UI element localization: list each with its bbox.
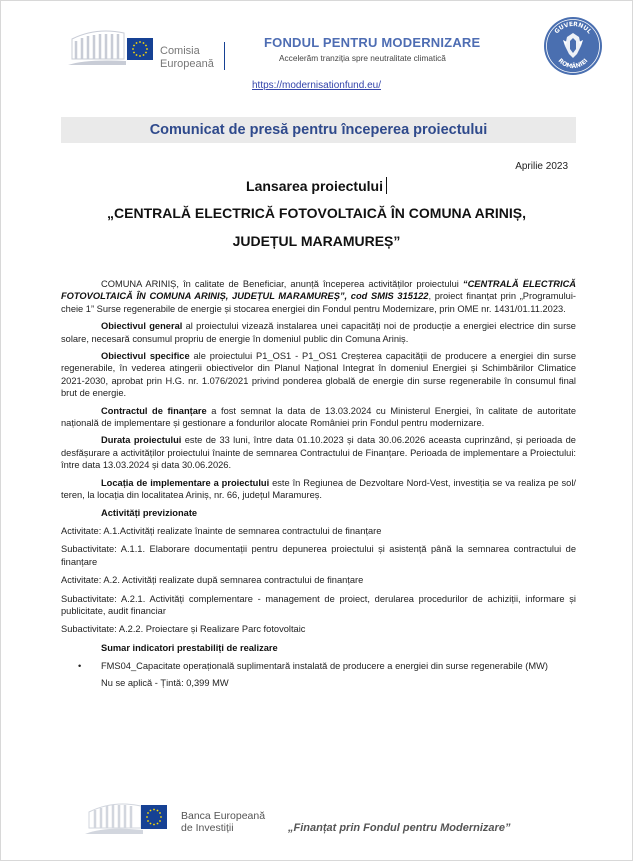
title-line3: JUDEȚUL MARAMUREȘ” <box>232 233 401 249</box>
specific-objective-text: ale proiectului P1_OS1 - P1_OS1 Creșterea capacității de producere a energiei din surse regenerabile, în vederea atingerii obiectivelor din Planul Național Integrat în domeniul Energiei și Schimbărilor Climatice 2021-2030, aprobat prin H.G. nr. 1.076/2021 privind ponderea globală de energie din surse regenerabile în consumul final brut de energie. <box>61 351 576 399</box>
title-line1-text: Lansarea proiectului <box>246 178 383 194</box>
ec-divider <box>224 42 225 70</box>
fund-website-link[interactable]: https://modernisationfund.eu/ <box>252 80 381 91</box>
indicator-value: Nu se aplică - Țintă: 0,399 MW <box>101 677 229 688</box>
banner-title: Comunicat de presă pentru începerea proiectului <box>149 122 488 138</box>
paragraph-intro <box>61 278 576 315</box>
activity-a1: Activitate: A.1.Activități realizate înainte de semnarea contractului de finanțare <box>61 525 382 536</box>
paragraph-general-objective <box>61 320 576 345</box>
intro-text: COMUNA ARINIȘ, în calitate de Beneficiar, anunță începerea activităților proiectului <box>101 279 463 289</box>
paragraph-specific-objective <box>61 350 576 400</box>
general-objective-label: Obiectivul general <box>101 321 183 332</box>
project-name-inline: “CENTRALĂ ELECTRICĂ FOTOVOLTAICĂ ÎN COMUNA ARINIȘ, JUDEȚUL MARAMUREȘ”, cod SMIS 315122 <box>61 279 576 302</box>
government-seal-icon <box>543 16 603 76</box>
eib-name <box>181 810 265 834</box>
activities-heading: Activități previzionate <box>101 507 198 518</box>
eib-name-line1: Banca Europeană <box>181 810 266 822</box>
text-cursor <box>386 177 387 194</box>
document-body <box>61 278 576 689</box>
subactivity-a2-2: Subactivitate: A.2.2. Proiectare și Realizare Parc fotovoltaic <box>61 624 306 635</box>
location-label: Locația de implementare a proiectului <box>101 477 270 488</box>
specific-objective-label: Obiectivul specifice <box>101 351 190 362</box>
press-release-banner <box>61 117 576 143</box>
ec-building-logo-icon <box>66 25 128 69</box>
fund-title: FONDUL PENTRU MODERNIZARE <box>264 35 481 50</box>
duration-label: Durata proiectului <box>101 435 182 446</box>
ec-name-line2: Europeană <box>160 58 214 70</box>
general-objective-text: al proiectului vizează instalarea unei capacități noi de producție a energiei electrice din surse solare, necesară consumul propriu de energie în domeniul public din Comuna Ariniș. <box>61 321 576 344</box>
eib-name-line2: de Investiții <box>181 822 234 834</box>
seal-text-top: GUVERNUL <box>553 20 593 36</box>
seal-text-bottom: ROMÂNIEI <box>556 57 590 71</box>
release-date: Aprilie 2023 <box>515 161 568 172</box>
contract-label: Contractul de finanțare <box>101 405 207 416</box>
ec-name <box>160 45 214 71</box>
eu-flag-icon <box>127 38 153 60</box>
ec-name-line1: Comisia <box>160 45 200 57</box>
location-text: este în Regiunea de Dezvoltare Nord-Vest, investiția se va realiza pe sol/ teren, la locația din localitatea Ariniș, nr. 66, județul Maramureș. <box>61 477 577 501</box>
indicators-heading: Sumar indicatori prestabiliți de realizare <box>101 642 278 653</box>
title-line2: „CENTRALĂ ELECTRICĂ FOTOVOLTAICĂ ÎN COMUNA ARINIȘ, <box>107 205 526 221</box>
fund-subtitle: Accelerăm tranziția spre neutralitate climatică <box>279 53 446 63</box>
duration-text: este de 33 luni, între data 01.10.2023 și data 30.06.2026 aceasta cuprinzând, și perioada de desfășurare a activităților proiectului înainte de semnarea Contractului de Finanțare. Perioada de implementare a Proiectului: între data 13.03.2024 și data 30.06.2026. <box>61 435 576 471</box>
paragraph-contract <box>61 405 576 430</box>
eu-flag-footer-icon <box>141 805 167 829</box>
indicator-item: • FMS04_Capacitate operațională suplimentară instalată de producere a energiei din surse regenerabile (MW) <box>61 660 576 672</box>
contract-text: a fost semnat la data de 13.03.2024 cu Ministerul Energiei, în calitate de autoritate națională de implementare și gestionare a fondurilor alocate României prin Fondul pentru modernizare. <box>61 405 576 429</box>
activity-a2: Activitate: A.2. Activități realizate după semnarea contractului de finanțare <box>61 575 364 586</box>
funding-quote: „Finanțat prin Fondul pentru Modernizare” <box>288 822 511 834</box>
intro-text-cont: , proiect finanțat prin „Programului-cheie 1” Surse regenerabile de energie și stocarea energiei din Fondul pentru Modernizare, prin OME nr. 1431/01.11.2023. <box>61 291 577 314</box>
eib-building-logo-icon <box>83 796 143 836</box>
paragraph-duration <box>61 434 576 471</box>
paragraph-location <box>61 477 576 502</box>
subactivity-a1-1: Subactivitate: A.1.1. Elaborare documentații pentru depunerea proiectului și asistență până la semnarea contractului de finanțare <box>61 544 576 567</box>
title-line1 <box>0 177 633 194</box>
footer <box>83 796 583 842</box>
subactivity-a2-1: Subactivitate: A.2.1. Activități complementare - management de proiect, derularea procedurilor de achiziții, informare și publicitate, audit financiar <box>61 593 576 616</box>
